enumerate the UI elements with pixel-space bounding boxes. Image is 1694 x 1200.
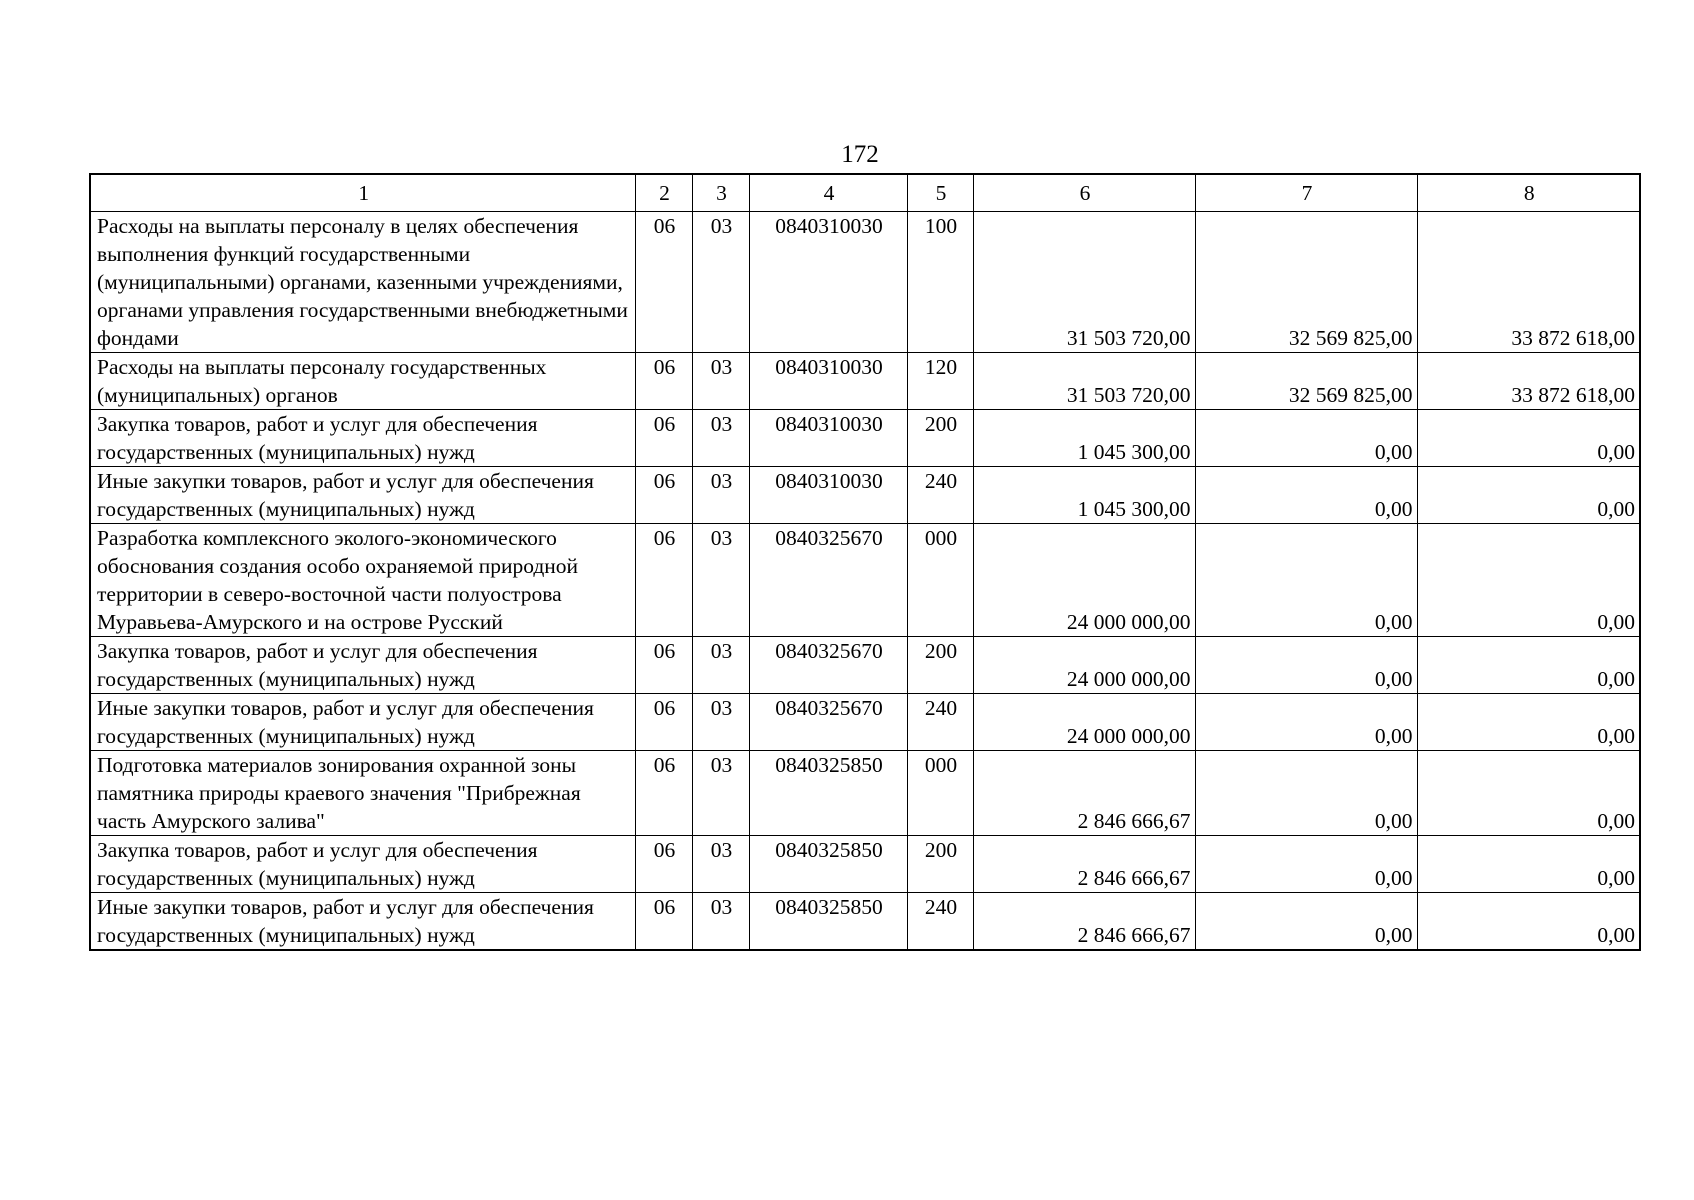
target-article-cell: 0840325850 — [749, 751, 907, 836]
column-header-3: 3 — [692, 174, 749, 212]
section-code-cell: 06 — [635, 836, 692, 893]
section-code-cell: 06 — [635, 694, 692, 751]
amount-col8-cell: 33 872 618,00 — [1417, 353, 1640, 410]
table-row — [90, 524, 1640, 637]
target-article-cell: 0840310030 — [749, 467, 907, 524]
target-article-cell: 0840325670 — [749, 637, 907, 694]
amount-col8-cell: 0,00 — [1417, 524, 1640, 637]
expense-type-cell: 240 — [907, 893, 973, 951]
section-code-cell: 06 — [635, 751, 692, 836]
target-article-cell: 0840310030 — [749, 410, 907, 467]
amount-col6-cell: 31 503 720,00 — [973, 353, 1195, 410]
subsection-code-cell: 03 — [692, 524, 749, 637]
row-name-cell: Подготовка материалов зонирования охранной зоны памятника природы краевого значения "Прибрежная часть Амурского залива" — [90, 751, 635, 836]
target-article-cell: 0840325850 — [749, 836, 907, 893]
expense-type-cell: 100 — [907, 212, 973, 353]
row-name-cell: Расходы на выплаты персоналу в целях обеспечения выполнения функций государственными (муниципальными) органами, казенными учреждениями, органами управления государственными внебюджетными фондами — [90, 212, 635, 353]
amount-col7-cell: 32 569 825,00 — [1195, 353, 1417, 410]
amount-col6-cell: 1 045 300,00 — [973, 467, 1195, 524]
amount-col8-cell: 33 872 618,00 — [1417, 212, 1640, 353]
expense-type-cell: 120 — [907, 353, 973, 410]
expense-type-cell: 200 — [907, 836, 973, 893]
amount-col7-cell: 0,00 — [1195, 893, 1417, 951]
subsection-code-cell: 03 — [692, 467, 749, 524]
section-code-cell: 06 — [635, 410, 692, 467]
amount-col7-cell: 0,00 — [1195, 751, 1417, 836]
amount-col7-cell: 0,00 — [1195, 467, 1417, 524]
amount-col8-cell: 0,00 — [1417, 893, 1640, 951]
row-name-cell: Иные закупки товаров, работ и услуг для обеспечения государственных (муниципальных) нужд — [90, 694, 635, 751]
target-article-cell: 0840310030 — [749, 212, 907, 353]
amount-col6-cell: 1 045 300,00 — [973, 410, 1195, 467]
amount-col8-cell: 0,00 — [1417, 410, 1640, 467]
column-header-5: 5 — [907, 174, 973, 212]
amount-col7-cell: 0,00 — [1195, 694, 1417, 751]
column-header-2: 2 — [635, 174, 692, 212]
subsection-code-cell: 03 — [692, 212, 749, 353]
row-name-cell: Разработка комплексного эколого-экономического обоснования создания особо охраняемой природной территории в северо-восточной части полуострова Муравьева-Амурского и на острове Русский — [90, 524, 635, 637]
column-header-6: 6 — [973, 174, 1195, 212]
subsection-code-cell: 03 — [692, 410, 749, 467]
column-header-7: 7 — [1195, 174, 1417, 212]
budget-table — [89, 173, 1641, 951]
subsection-code-cell: 03 — [692, 694, 749, 751]
column-header-1: 1 — [90, 174, 635, 212]
section-code-cell: 06 — [635, 353, 692, 410]
table-row — [90, 353, 1640, 410]
page-number: 172 — [841, 141, 879, 168]
amount-col6-cell: 2 846 666,67 — [973, 751, 1195, 836]
amount-col7-cell: 0,00 — [1195, 410, 1417, 467]
expense-type-cell: 000 — [907, 524, 973, 637]
target-article-cell: 0840325670 — [749, 524, 907, 637]
amount-col7-cell: 0,00 — [1195, 524, 1417, 637]
amount-col6-cell: 24 000 000,00 — [973, 524, 1195, 637]
amount-col6-cell: 2 846 666,67 — [973, 893, 1195, 951]
row-name-cell: Закупка товаров, работ и услуг для обеспечения государственных (муниципальных) нужд — [90, 637, 635, 694]
subsection-code-cell: 03 — [692, 836, 749, 893]
amount-col7-cell: 32 569 825,00 — [1195, 212, 1417, 353]
column-header-8: 8 — [1417, 174, 1640, 212]
table-row — [90, 637, 1640, 694]
expense-type-cell: 200 — [907, 637, 973, 694]
subsection-code-cell: 03 — [692, 751, 749, 836]
subsection-code-cell: 03 — [692, 637, 749, 694]
table-row — [90, 212, 1640, 353]
amount-col6-cell: 24 000 000,00 — [973, 694, 1195, 751]
target-article-cell: 0840325850 — [749, 893, 907, 951]
expense-type-cell: 240 — [907, 694, 973, 751]
section-code-cell: 06 — [635, 212, 692, 353]
subsection-code-cell: 03 — [692, 893, 749, 951]
row-name-cell: Иные закупки товаров, работ и услуг для обеспечения государственных (муниципальных) нужд — [90, 467, 635, 524]
row-name-cell: Закупка товаров, работ и услуг для обеспечения государственных (муниципальных) нужд — [90, 410, 635, 467]
header-row — [90, 174, 1640, 212]
amount-col7-cell: 0,00 — [1195, 836, 1417, 893]
amount-col8-cell: 0,00 — [1417, 637, 1640, 694]
section-code-cell: 06 — [635, 524, 692, 637]
amount-col8-cell: 0,00 — [1417, 751, 1640, 836]
amount-col8-cell: 0,00 — [1417, 836, 1640, 893]
expense-type-cell: 200 — [907, 410, 973, 467]
row-name-cell: Иные закупки товаров, работ и услуг для обеспечения государственных (муниципальных) нужд — [90, 893, 635, 951]
expense-type-cell: 000 — [907, 751, 973, 836]
expense-type-cell: 240 — [907, 467, 973, 524]
subsection-code-cell: 03 — [692, 353, 749, 410]
section-code-cell: 06 — [635, 893, 692, 951]
target-article-cell: 0840310030 — [749, 353, 907, 410]
amount-col8-cell: 0,00 — [1417, 694, 1640, 751]
table-row — [90, 893, 1640, 951]
table-row — [90, 410, 1640, 467]
row-name-cell: Закупка товаров, работ и услуг для обеспечения государственных (муниципальных) нужд — [90, 836, 635, 893]
table-row — [90, 836, 1640, 893]
amount-col6-cell: 24 000 000,00 — [973, 637, 1195, 694]
row-name-cell: Расходы на выплаты персоналу государственных (муниципальных) органов — [90, 353, 635, 410]
table-row — [90, 751, 1640, 836]
section-code-cell: 06 — [635, 637, 692, 694]
section-code-cell: 06 — [635, 467, 692, 524]
amount-col6-cell: 31 503 720,00 — [973, 212, 1195, 353]
table-row — [90, 694, 1640, 751]
column-header-4: 4 — [749, 174, 907, 212]
target-article-cell: 0840325670 — [749, 694, 907, 751]
amount-col7-cell: 0,00 — [1195, 637, 1417, 694]
amount-col8-cell: 0,00 — [1417, 467, 1640, 524]
table-row — [90, 467, 1640, 524]
amount-col6-cell: 2 846 666,67 — [973, 836, 1195, 893]
